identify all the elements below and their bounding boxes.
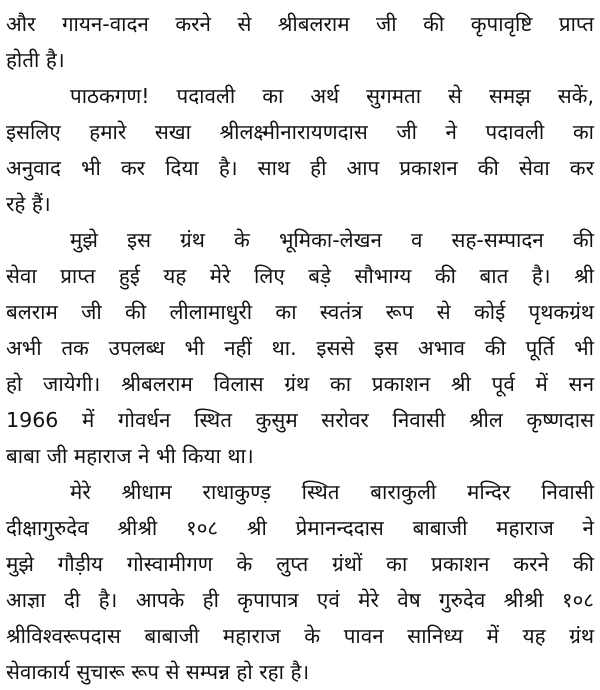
text-line: होती है। xyxy=(6,48,65,72)
text-line: बलराम जी की लीलामाधुरी का स्वतंत्र रूप से कोई पृथकग्रंथ xyxy=(6,300,594,324)
paragraph-start-line: मेरे श्रीधाम राधाकुण्ड़ स्थित बाराकुली मन्दिर निवासी xyxy=(70,480,594,504)
text-line: और गायन-वादन करने से श्रीबलराम जी की कृपावृष्टि प्राप्त xyxy=(6,12,594,36)
text-line: 1966 में गोवर्धन स्थित कुसुम सरोवर निवासी श्रील कृष्णदास xyxy=(6,408,594,432)
text-line: अनुवाद भी कर दिया है। साथ ही आप प्रकाशन की सेवा कर xyxy=(6,156,594,180)
text-line: सेवा प्राप्त हुई यह मेरे लिए बड़े सौभाग्य की बात है। श्री xyxy=(6,264,594,288)
text-line: दीक्षागुरुदेव श्रीश्री १०८ श्री प्रेमानन्ददास बाबाजी महाराज ने xyxy=(6,516,594,540)
text-line: श्रीविश्वरूपदास बाबाजी महाराज के पावन सानिध्य में यह ग्रंथ xyxy=(6,624,594,648)
document-page xyxy=(6,6,594,684)
text-line: हो जायेगी। श्रीबलराम विलास ग्रंथ का प्रकाशन श्री पूर्व में सन xyxy=(6,372,594,396)
text-line: मुझे गौड़ीय गोस्वामीगण के लुप्त ग्रंथों का प्रकाशन करने की xyxy=(6,552,594,576)
text-line: अभी तक उपलब्ध भी नहीं था. इससे इस अभाव की पूर्ति भी xyxy=(6,336,594,360)
text-line: सेवाकार्य सुचारू रूप से सम्पन्न हो रहा है। xyxy=(6,660,310,684)
paragraph-start-line: पाठकगण! पदावली का अर्थ सुगमता से समझ सकें, xyxy=(70,84,594,108)
text-line: इसलिए हमारे सखा श्रीलक्ष्मीनारायणदास जी ने पदावली का xyxy=(6,120,594,144)
text-line: बाबा जी महाराज ने भी किया था। xyxy=(6,444,254,468)
text-line: रहे हैं। xyxy=(6,192,51,216)
text-line: आज्ञा दी है। आपके ही कृपापात्र एवं मेरे वेष गुरुदेव श्रीश्री १०८ xyxy=(6,588,594,612)
paragraph-start-line: मुझे इस ग्रंथ के भूमिका-लेखन व सह-सम्पादन की xyxy=(70,228,594,252)
